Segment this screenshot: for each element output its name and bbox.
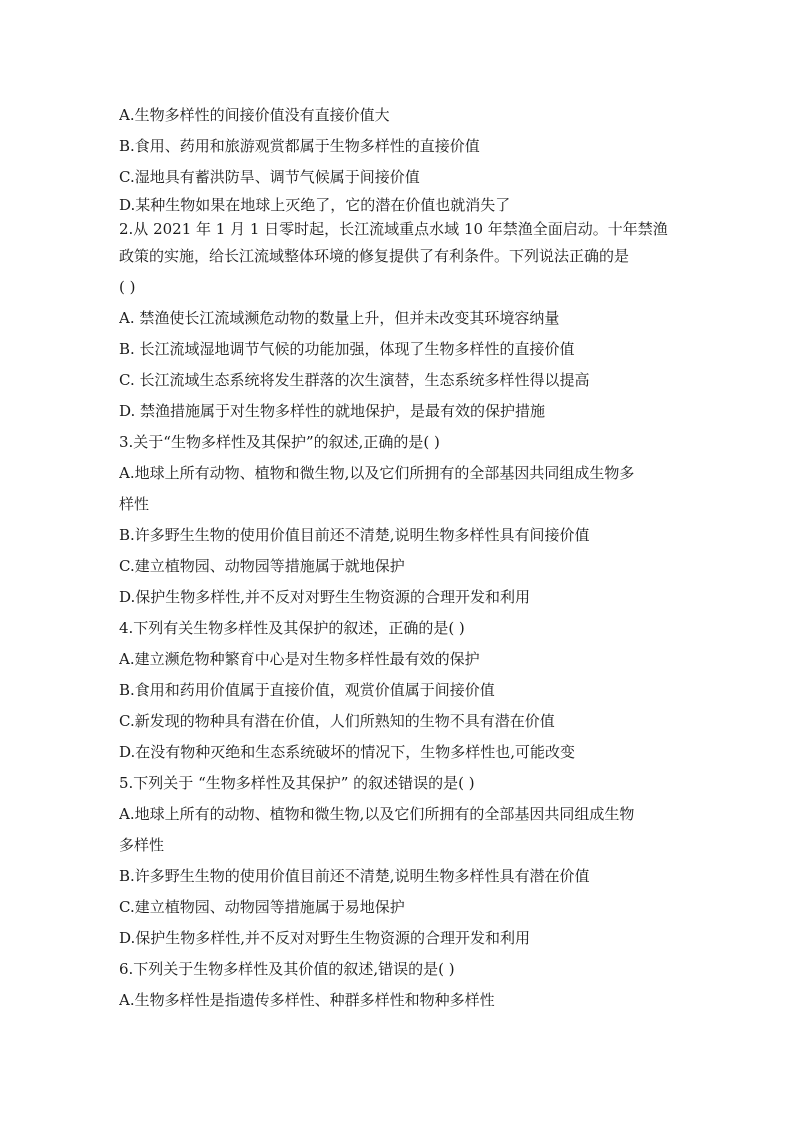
option-a: A.建立濒危物种繁育中心是对生物多样性最有效的保护 [119, 650, 480, 668]
option-b: B.许多野生生物的使用价值目前还不清楚,说明生物多样性具有潜在价值 [119, 867, 590, 885]
text-line: 样性 [119, 495, 150, 513]
option-a: A.地球上所有动物、植物和微生物,以及它们所拥有的全部基因共同组成生物多 [119, 464, 635, 482]
option-d: D.在没有物种灭绝和生态系统破坏的情况下，生物多样性也,可能改变 [119, 743, 576, 761]
text-line: 多样性 [119, 836, 165, 854]
question-2-stem: 2.从 2021 年 1 月 1 日零时起，长江流域重点水域 10 年禁渔全面启动。十年禁渔 [119, 220, 668, 238]
question-6-stem: 6.下列关于生物多样性及其价值的叙述,错误的是( ) [119, 960, 455, 978]
option-a: A. 禁渔使长江流域濒危动物的数量上升，但并未改变其环境容纳量 [119, 309, 560, 327]
question-4-stem: 4.下列有关生物多样性及其保护的叙述，正确的是( ) [119, 619, 465, 637]
option-d: D.保护生物多样性,并不反对对野生生物资源的合理开发和利用 [119, 588, 531, 606]
option-a: A.生物多样性是指遗传多样性、种群多样性和物种多样性 [119, 991, 495, 1009]
text-line: D.某种生物如果在地球上灭绝了，它的潜在价值也就消失了 [119, 196, 511, 214]
question-5-stem: 5.下列关于 “生物多样性及其保护” 的叙述错误的是( ) [119, 774, 475, 792]
option-c: C.建立植物园、动物园等措施属于就地保护 [119, 557, 405, 575]
option-a: A.地球上所有的动物、植物和微生物,以及它们所拥有的全部基因共同组成生物 [119, 805, 635, 823]
question-3-stem: 3.关于“生物多样性及其保护”的叙述,正确的是( ) [119, 433, 440, 451]
option-b: B.许多野生生物的使用价值目前还不清楚,说明生物多样性具有间接价值 [119, 526, 590, 544]
text-line: C.湿地具有蓄洪防旱、调节气候属于间接价值 [119, 168, 420, 186]
answer-blank: ( ) [119, 278, 136, 296]
option-b: B. 长江流域湿地调节气候的功能加强，体现了生物多样性的直接价值 [119, 340, 575, 358]
option-b: B.食用和药用价值属于直接价值，观赏价值属于间接价值 [119, 681, 495, 699]
option-d: D.保护生物多样性,并不反对对野生生物资源的合理开发和利用 [119, 929, 531, 947]
option-c: C.建立植物园、动物园等措施属于易地保护 [119, 898, 405, 916]
option-d: D. 禁渔措施属于对生物多样性的就地保护，是最有效的保护措施 [119, 402, 546, 420]
document-body [119, 100, 679, 1016]
option-c: C. 长江流域生态系统将发生群落的次生演替，生态系统多样性得以提高 [119, 371, 590, 389]
text-line: 政策的实施，给长江流域整体环境的修复提供了有利条件。下列说法正确的是 [119, 247, 630, 265]
option-c: C.新发现的物种具有潜在价值，人们所熟知的生物不具有潜在价值 [119, 712, 555, 730]
text-line: B.食用、药用和旅游观赏都属于生物多样性的直接价值 [119, 137, 480, 155]
text-line: A.生物多样性的间接价值没有直接价值大 [119, 106, 390, 124]
